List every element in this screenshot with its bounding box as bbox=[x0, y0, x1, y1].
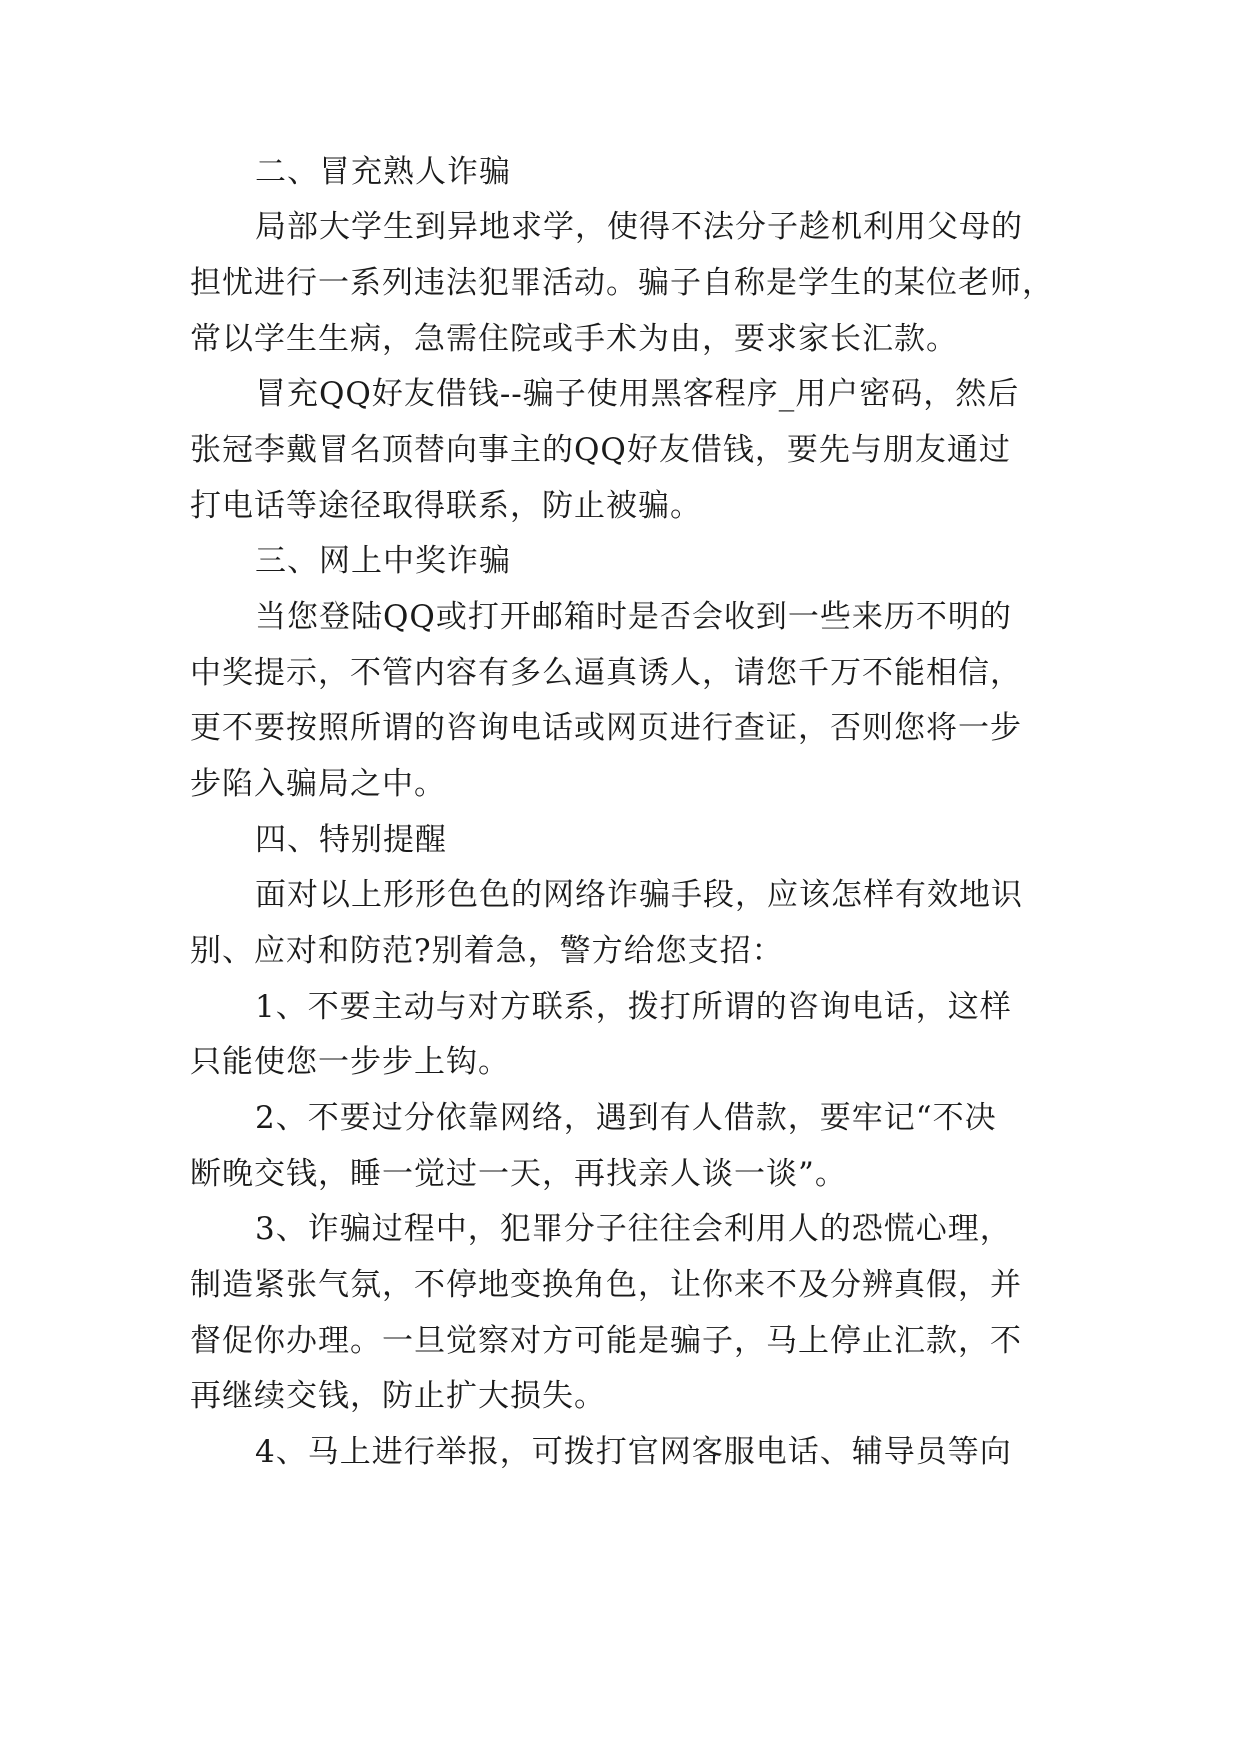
list-item-line: 4、马上进行举报，可拨打官网客服电话、辅导员等向 bbox=[255, 1434, 1012, 1470]
paragraph-line: 局部大学生到异地求学，使得不法分子趁机利用父母的 bbox=[255, 209, 1023, 245]
paragraph-line: 张冠李戴冒名顶替向事主的QQ好友借钱，要先与朋友通过 bbox=[190, 432, 1011, 468]
paragraph-line: 常以学生生病，急需住院或手术为由，要求家长汇款。 bbox=[190, 321, 958, 357]
paragraph-line: 打电话等途径取得联系，防止被骗。 bbox=[190, 488, 702, 524]
list-item-line: 3、诈骗过程中，犯罪分子往往会利用人的恐慌心理， bbox=[255, 1211, 1012, 1247]
paragraph-line: 冒充QQ好友借钱--骗子使用黑客程序_用户密码，然后 bbox=[255, 376, 1020, 412]
section-heading-reminder: 四、特别提醒 bbox=[255, 822, 447, 858]
paragraph-line: 步陷入骗局之中。 bbox=[190, 766, 446, 802]
paragraph-line: 当您登陆QQ或打开邮箱时是否会收到一些来历不明的 bbox=[255, 599, 1012, 635]
list-item-line: 只能使您一步步上钩。 bbox=[190, 1044, 510, 1080]
paragraph-line: 更不要按照所谓的咨询电话或网页进行查证，否则您将一步 bbox=[190, 710, 1022, 746]
list-item-line: 2、不要过分依靠网络，遇到有人借款，要牢记“不决 bbox=[255, 1100, 997, 1136]
list-item-line: 再继续交钱，防止扩大损失。 bbox=[190, 1378, 606, 1414]
list-item-line: 1、不要主动与对方联系，拨打所谓的咨询电话，这样 bbox=[255, 989, 1012, 1025]
paragraph-line: 别、应对和防范?别着急，警方给您支招： bbox=[190, 933, 784, 969]
paragraph-line: 担忧进行一系列违法犯罪活动。骗子自称是学生的某位老师， bbox=[190, 265, 1054, 301]
section-heading-impersonation: 二、冒充熟人诈骗 bbox=[255, 154, 511, 190]
list-item-line: 制造紧张气氛，不停地变换角色，让你来不及分辨真假，并 bbox=[190, 1267, 1022, 1303]
paragraph-line: 面对以上形形色色的网络诈骗手段，应该怎样有效地识 bbox=[255, 877, 1023, 913]
section-heading-prize-fraud: 三、网上中奖诈骗 bbox=[255, 543, 511, 579]
list-item-line: 断晚交钱，睡一觉过一天，再找亲人谈一谈”。 bbox=[190, 1156, 847, 1192]
list-item-line: 督促你办理。一旦觉察对方可能是骗子，马上停止汇款，不 bbox=[190, 1323, 1022, 1359]
paragraph-line: 中奖提示，不管内容有多么逼真诱人，请您千万不能相信， bbox=[190, 655, 1022, 691]
